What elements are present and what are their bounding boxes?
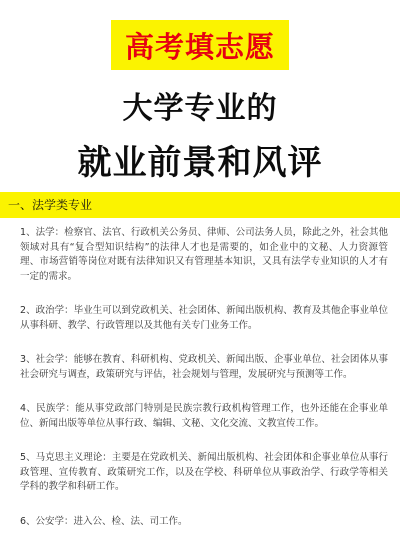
list-item: 4、民族学：能从事党政部门特别是民族宗教行政机构管理工作，也外还能在企事业单位、新闻出版等单位从事行政、编辑、文秘、文化交流、文教宣传工作。 [20,403,388,429]
section-heading: 一、法学类专业 [8,198,93,212]
list-item: 2、政治学：毕业生可以到党政机关、社会团体、新闻出版机构、教育及其他企事业单位从事科研、教学、行政管理以及其他有关专门业务工作。 [20,305,388,331]
title-banner [111,20,289,70]
page-title: 高考填志愿 [124,29,275,64]
list-item: 6、公安学：进入公、检、法、司工作。 [20,515,188,527]
subtitle-line-2: 就业前景和风评 [77,143,323,183]
subtitle-line-1: 大学专业的 [122,91,278,126]
list-item: 3、社会学：能够在教育、科研机构、党政机关、新闻出版、企事业单位、社会团体从事社会研究与调查，政策研究与评估，社会规划与管理，发展研究与预测等工作。 [20,354,388,380]
list-item: 1、法学：检察官、法官、行政机关公务员、律师、公司法务人员，除此之外，社会其他领域对具有“复合型知识结构”的法律人才也是需要的，如企业中的文秘、人力资源管理、市场营销等岗位对既有法律知识又有管理基本知识，又具有法学专业知识的人才有一定的需求。 [20,227,388,282]
list-item: 5、马克思主义理论：主要是在党政机关、新闻出版机构、社会团体和企事业单位从事行政管理、宣传教育、政策研究工作，以及在学校、科研单位从事政治学、行政学等相关学科的教学和科研工作。 [20,452,388,492]
content-list [20,226,388,549]
